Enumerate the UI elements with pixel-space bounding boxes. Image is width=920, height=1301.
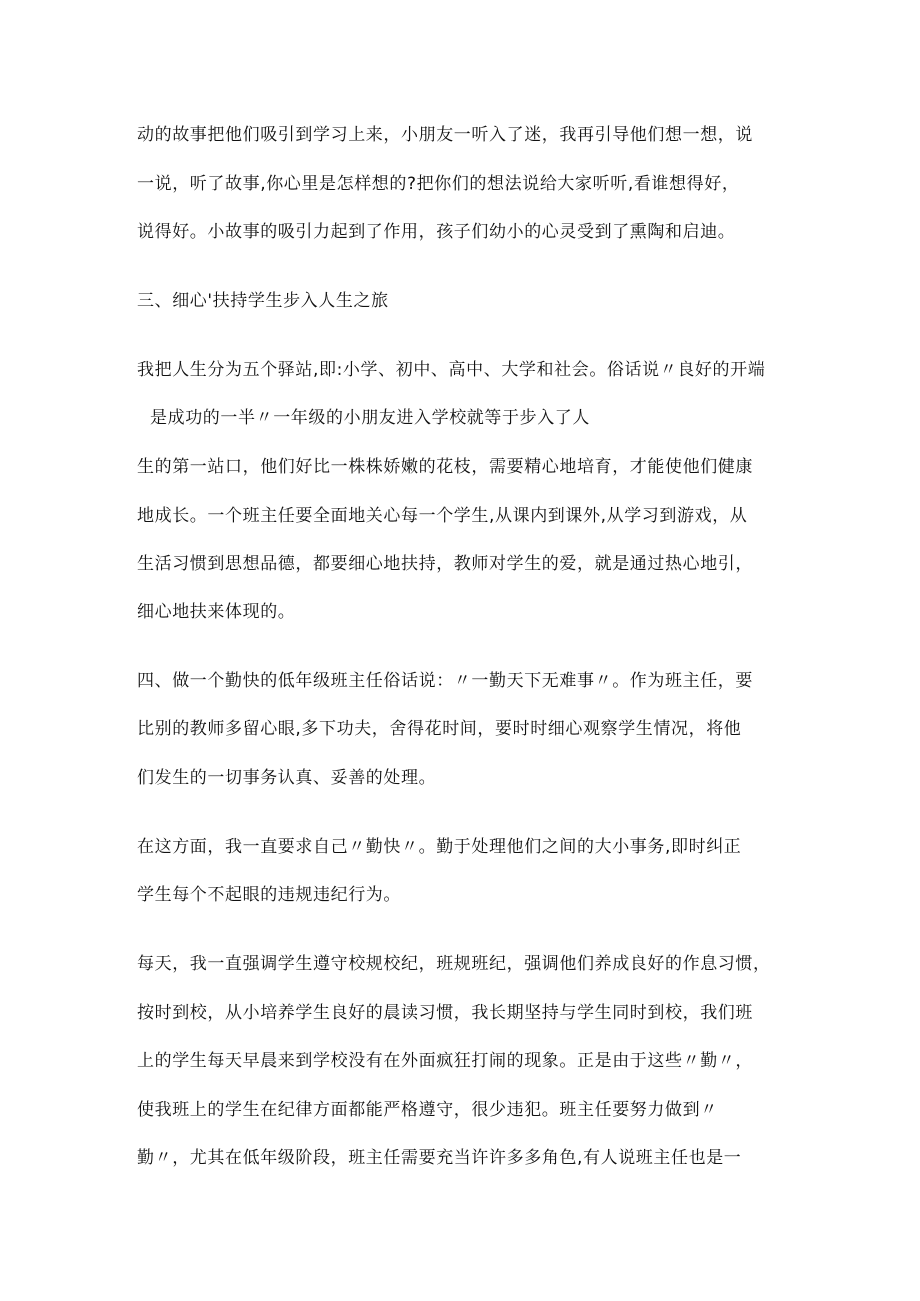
text-line: 我把人生分为五个驿站,即:小学、初中、高中、大学和社会。俗话说〃良好的开端: [137, 360, 766, 380]
text-line: 说得好。小故事的吸引力起到了作用，孩子们幼小的心灵受到了熏陶和启迪。: [137, 222, 736, 242]
text-line: 勤〃，尤其在低年级阶段，班主任需要充当许许多多角色,有人说班主任也是一: [137, 1148, 742, 1168]
text-line: 生活习惯到思想品德，都要细心地扶持，教师对学生的爱，就是通过热心地引，: [137, 554, 753, 574]
text-line: 学生每个不起眼的违规违纪行为。: [137, 885, 401, 905]
section-heading: 三、细心'扶持学生步入人生之旅: [137, 291, 389, 311]
text-line: 按时到校，从小培养学生良好的晨读习惯，我长期坚持与学生同时到校，我们班: [137, 1003, 753, 1023]
text-line: 动的故事把他们吸引到学习上来，小朋友一听入了迷，我再引导他们想一想，说: [137, 125, 753, 145]
text-line: 地成长。一个班主任要全面地关心每一个学生,从课内到课外,从学习到游戏，从: [137, 506, 748, 526]
text-line: 们发生的一切事务认真、妥善的处理。: [137, 768, 437, 788]
text-line: 在这方面，我一直要求自己〃勤快〃。勤于处理他们之间的大小事务,即时纠正: [137, 837, 742, 857]
text-line: 使我班上的学生在纪律方面都能严格遵守，很少违犯。班主任要努力做到〃: [137, 1100, 718, 1120]
text-line: 上的学生每天早晨来到学校没有在外面疯狂打闹的现象。正是由于这些〃勤〃，: [137, 1051, 753, 1071]
text-line: 是成功的一半〃一年级的小朋友进入学校就等于步入了人: [150, 408, 590, 428]
text-line: 一说，听了故事,你心里是怎样想的?把你们的想法说给大家听听,看谁想得好，: [137, 174, 740, 194]
text-line: 细心地扶来体现的。: [137, 602, 296, 622]
text-line: 每天，我一直强调学生遵守校规校纪，班规班纪，强调他们养成良好的作息习惯，: [137, 954, 771, 974]
section-heading: 四、做一个勤快的低年级班主任俗话说：〃一勤天下无难事〃。作为班主任，要: [137, 671, 753, 691]
text-line: 生的第一站口，他们好比一株株娇嫩的花枝，需要精心地培育，才能使他们健康: [137, 457, 753, 477]
text-line: 比别的教师多留心眼,多下功夫，舍得花时间，要时时细心观察学生情况，将他: [137, 719, 742, 739]
